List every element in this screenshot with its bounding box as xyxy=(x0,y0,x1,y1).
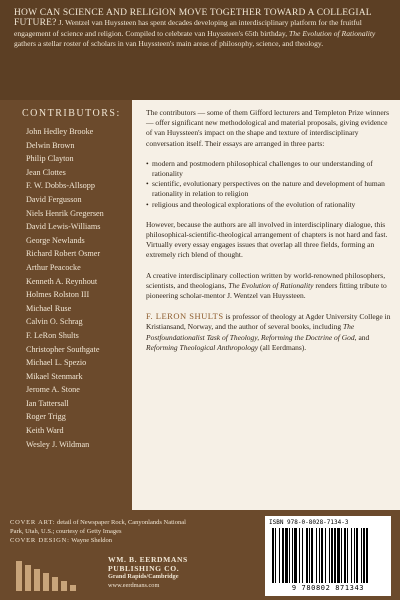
publisher-info xyxy=(108,556,188,590)
tribute-book-title: The Evolution of Rationality xyxy=(228,280,314,290)
contributor-name: Richard Robert Osmer xyxy=(26,249,101,259)
contributor-name: David Fergusson xyxy=(26,194,82,204)
contributor-name: Mikael Stenmark xyxy=(26,371,83,381)
contributor-name: David Lewis-Williams xyxy=(26,222,101,232)
publisher-url: www.eerdmans.com xyxy=(108,581,160,589)
tribute-text: A creative interdisciplinary collection written by world-renowned philosophers, scientists, and theologians, xyxy=(146,270,386,290)
bio-text: is professor of theology at Agder University College in Kristiansand, Norway, and the author of several books, including xyxy=(146,312,391,332)
isbn-number: 9 780802 871343 xyxy=(291,584,365,592)
publisher-logo-icon xyxy=(12,555,102,593)
publisher-name: WM. B. EERDMANS xyxy=(108,555,188,564)
description-column xyxy=(146,108,394,363)
contributor-name: Philip Clayton xyxy=(26,154,74,164)
editor-name: F. LERON SHULTS xyxy=(146,311,224,322)
contributor-name: Michael L. Spezio xyxy=(26,358,87,368)
intro-text xyxy=(14,8,386,49)
contributor-name: Roger Trigg xyxy=(26,412,66,422)
part-item: • scientific, evolutionary perspectives on the nature and development of human rationality in relation to religion xyxy=(146,179,394,199)
contributors-list xyxy=(26,125,104,451)
contributor-name: Delwin Brown xyxy=(26,140,75,150)
barcode-icon xyxy=(272,528,384,583)
contributor-name: Holmes Rolston III xyxy=(26,290,90,300)
publisher-name-2: PUBLISHING CO. xyxy=(108,563,180,573)
contributor-name: Niels Henrik Gregersen xyxy=(26,208,104,218)
parts-list xyxy=(146,159,394,210)
contributor-name: Calvin O. Schrag xyxy=(26,317,83,327)
contributors-sidebar xyxy=(0,100,132,510)
contributor-name: Kenneth A. Reynhout xyxy=(26,276,98,286)
bio-end: (all Eerdmans). xyxy=(259,342,307,352)
tribute-text-end: renders fitting tribute to pioneering scholar-mentor J. Wentzel van Huyssteen. xyxy=(146,280,387,301)
contributor-name: F. LeRon Shults xyxy=(26,330,79,340)
cover-credits xyxy=(10,518,200,545)
contributor-name: Jerome A. Stone xyxy=(26,385,80,395)
intro-book-title: The Evolution of Rationality xyxy=(289,28,376,38)
contributor-name: Keith Ward xyxy=(26,426,64,436)
contributor-name: F. W. Dobbs-Allsopp xyxy=(26,181,95,191)
cover-art-credit: detail of Newspaper Rock, Canyonlands National Park, Utah, U.S.; courtesy of Getty Images xyxy=(10,519,186,535)
editor-bio xyxy=(146,311,394,353)
contributor-name: Arthur Peacocke xyxy=(26,262,81,272)
contributor-name: Wesley J. Wildman xyxy=(26,439,90,449)
intro-body: J. Wentzel van Huyssteen has spent decades developing an interdisciplinary platform for the fruitful engagement of science and religion. Compiled to celebrate van Huyssteen's 65th birthday, xyxy=(14,18,362,38)
cover-art-label: COVER ART: xyxy=(10,519,56,526)
bio-title: The Postfoundationalist Task of Theology, Reforming the Doctrine of God, xyxy=(146,322,357,342)
bio-and: and xyxy=(358,332,370,342)
description-panel xyxy=(132,100,400,510)
cover-design-credit: Wayne Sheldon xyxy=(71,537,113,544)
contributor-name: Michael Ruse xyxy=(26,303,72,313)
contributor-name: Ian Tattersall xyxy=(26,398,69,408)
contributor-name: Jean Clottes xyxy=(26,167,66,177)
contributor-name: Christopher Southgate xyxy=(26,344,100,354)
cover-design-label: COVER DESIGN: xyxy=(10,537,70,544)
contributor-name: John Hedley Brooke xyxy=(26,127,94,136)
intro-band xyxy=(0,0,400,100)
footer-band xyxy=(0,510,400,600)
tribute-paragraph xyxy=(146,271,394,302)
description-paragraph: However, because the authors are all involved in interdisciplinary dialogue, this philosophical-scientific-theological arrangement of chapters is not hard and fast. Virtually every essay engages issues that overlap all three fields, forming an extremely rich blend of thought. xyxy=(146,219,388,260)
part-item: • religious and theological explorations of the evolution of rationality xyxy=(146,200,394,210)
intro-body-end: gathers a stellar roster of scholars in van Huyssteen's main areas of philosophy, science, and theology. xyxy=(14,38,324,48)
intro-lead: HOW CAN SCIENCE AND RELIGION MOVE TOGETHER TOWARD A COLLEGIAL FUTURE? xyxy=(14,8,372,29)
part-item: • modern and postmodern philosophical challenges to our understanding of rationality xyxy=(146,159,394,179)
isbn-label: ISBN 978-0-8028-7134-3 xyxy=(269,519,349,526)
contributor-name: George Newlands xyxy=(26,235,85,245)
description-paragraph: The contributors — some of them Gifford lecturers and Templeton Prize winners — offer significant new methodological and material proposals, giving evidence of van Huyssteen's impact on the shape and texture of interdisciplinary conversation itself. Their essays are arranged in three parts: xyxy=(146,108,390,148)
publisher-city: Grand Rapids/Cambridge xyxy=(108,573,179,581)
bio-title: Reforming Theological Anthropology xyxy=(146,342,259,352)
isbn-barcode-box xyxy=(265,516,391,596)
contributors-heading: CONTRIBUTORS: xyxy=(22,108,121,119)
